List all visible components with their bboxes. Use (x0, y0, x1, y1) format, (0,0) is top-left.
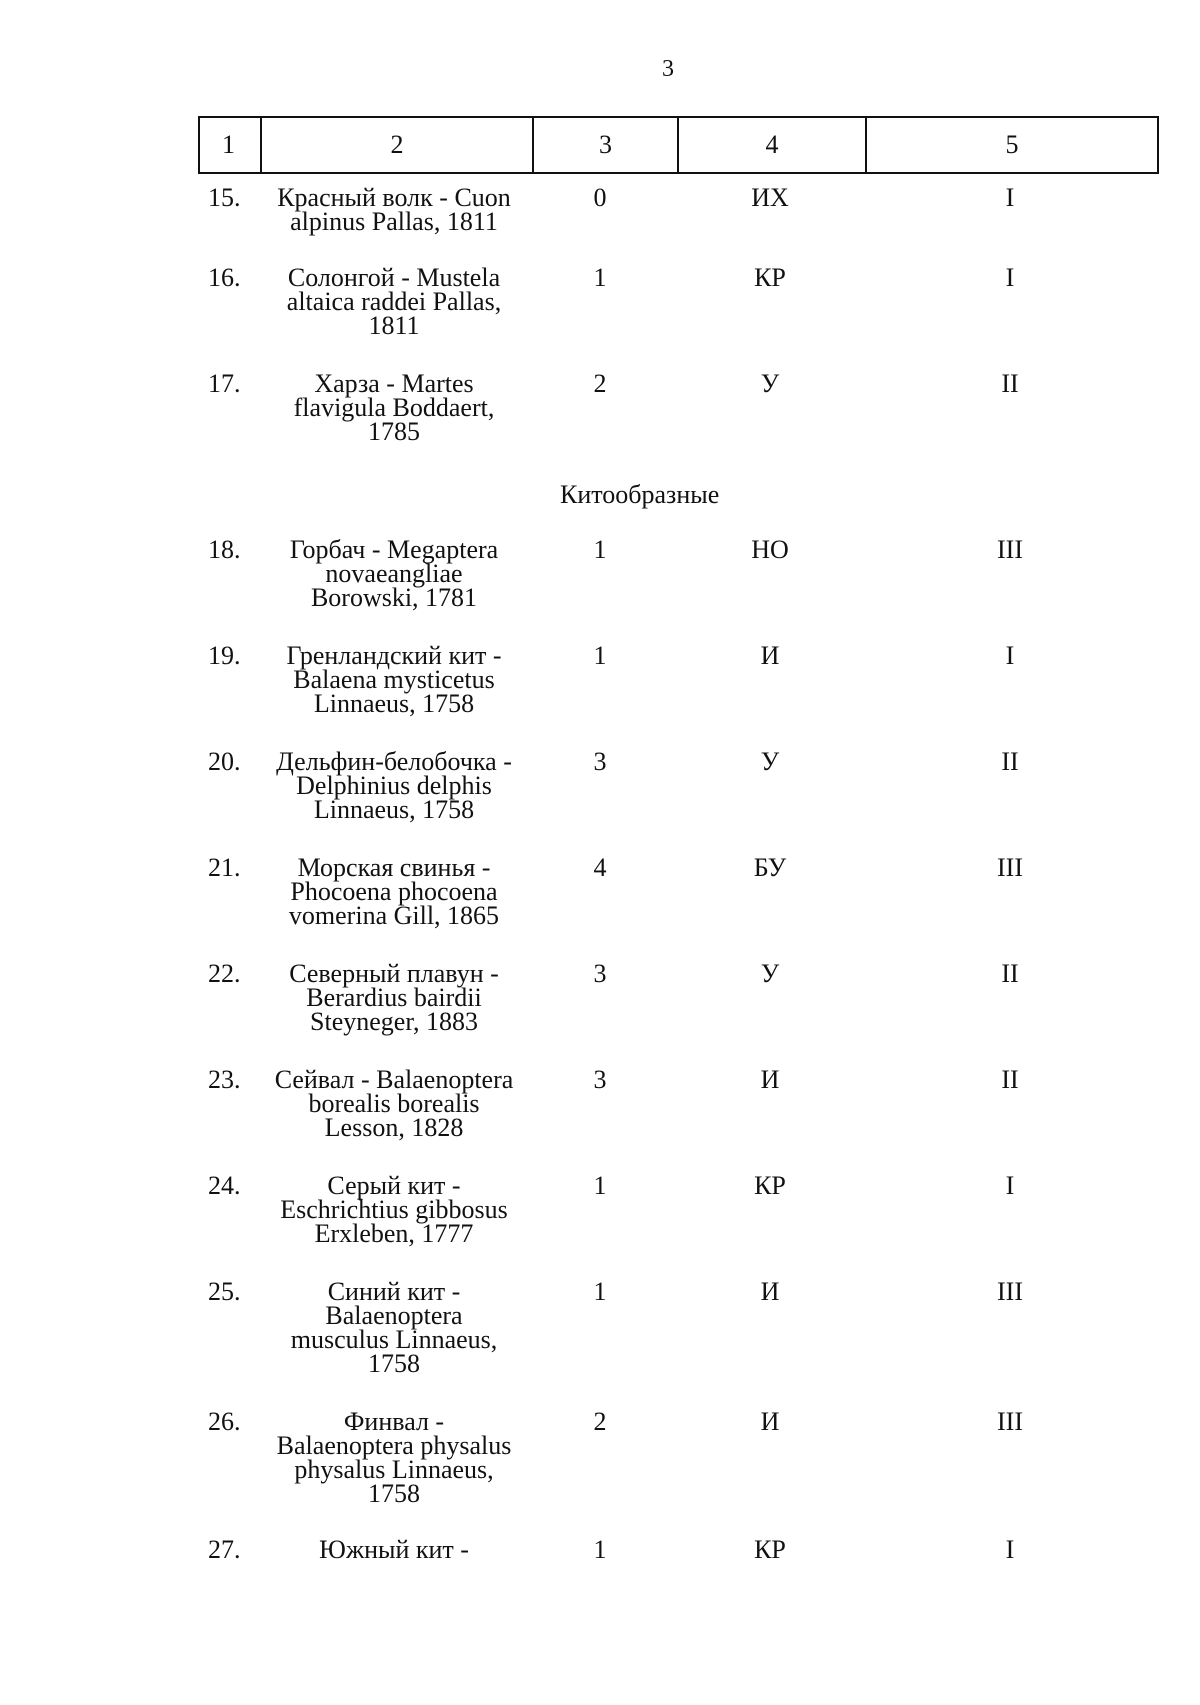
status-value: И (760, 1277, 780, 1306)
section-heading: Китообразные (560, 480, 720, 509)
species-name-line: 1811 (368, 311, 420, 340)
category-value: 1 (593, 1171, 607, 1200)
species-name-line: alpinus Pallas, 1811 (290, 207, 498, 236)
species-name-line: Eschrichtius gibbosus (280, 1195, 508, 1224)
column-header-5: 5 (866, 117, 1158, 173)
category-value: 1 (593, 535, 607, 564)
species-name-line: altaica raddei Pallas, (286, 287, 502, 316)
species-name-line: 1785 (368, 417, 420, 446)
species-name-line: Дельфин-белобочка - (276, 747, 512, 776)
row-number: 24. (208, 1171, 241, 1200)
priority-value: I (1005, 641, 1015, 670)
row-number: 25. (208, 1277, 241, 1306)
column-header-1: 1 (199, 117, 261, 173)
row-number: 23. (208, 1065, 241, 1094)
species-name-line: Гренландский кит - (286, 641, 502, 670)
priority-value: III (997, 853, 1023, 882)
species-name-line: novaeangliae (325, 559, 463, 588)
priority-value: III (997, 535, 1023, 564)
species-name-line: Южный кит - (319, 1535, 469, 1564)
category-value: 2 (593, 369, 607, 398)
species-name (255, 641, 533, 718)
species-name-line: Phocoena phocoena (290, 877, 498, 906)
status-value: КР (754, 1535, 786, 1564)
species-name-line: musculus Linnaeus, (290, 1325, 498, 1354)
priority-value: III (997, 1407, 1023, 1436)
row-number: 19. (208, 641, 241, 670)
status-value: У (760, 747, 780, 776)
species-name-line: Финвал - (343, 1407, 445, 1436)
priority-value: II (1001, 747, 1019, 776)
species-name-line: Berardius bairdii (306, 983, 482, 1012)
species-name (255, 263, 533, 340)
species-name-line: vomerina Gill, 1865 (288, 901, 500, 930)
column-header-3: 3 (533, 117, 678, 173)
species-name-line: Солонгой - Mustela (287, 263, 501, 292)
column-header-2: 2 (261, 117, 533, 173)
row-number: 20. (208, 747, 241, 776)
row-number: 18. (208, 535, 241, 564)
species-name-line: Красный волк - Cuon (277, 183, 511, 212)
species-name-line: Горбач - Megaptera (289, 535, 499, 564)
category-value: 3 (593, 1065, 607, 1094)
category-value: 1 (593, 1535, 607, 1564)
species-name (255, 1171, 533, 1248)
row-number: 26. (208, 1407, 241, 1436)
species-name-line: Balaena mysticetus (293, 665, 495, 694)
row-number: 21. (208, 853, 241, 882)
species-name (255, 535, 533, 612)
priority-value: II (1001, 959, 1019, 988)
species-name-line: Сейвал - Balaenoptera (274, 1065, 514, 1094)
status-value: У (760, 369, 780, 398)
species-name (255, 1277, 533, 1378)
species-name (255, 1065, 533, 1142)
status-value: У (760, 959, 780, 988)
status-value: НО (751, 535, 789, 564)
page-number-text: 3 (662, 56, 674, 82)
column-header-4: 4 (678, 117, 866, 173)
species-name-line: Linnaeus, 1758 (313, 795, 475, 824)
species-name-line: Серый кит - (327, 1171, 461, 1200)
species-name-line: borealis borealis (308, 1089, 480, 1118)
species-name (255, 369, 533, 446)
species-name-line: flavigula Boddaert, (293, 393, 495, 422)
category-value: 1 (593, 641, 607, 670)
species-name-line: Linnaeus, 1758 (313, 689, 475, 718)
category-value: 1 (593, 1277, 607, 1306)
status-value: КР (754, 1171, 786, 1200)
row-number: 16. (208, 263, 241, 292)
priority-value: II (1001, 369, 1019, 398)
species-name-line: 1758 (368, 1479, 420, 1508)
status-value: И (760, 1407, 780, 1436)
species-name-line: Северный плавун - (289, 959, 499, 988)
species-name-line: Balaenoptera physalus (276, 1431, 512, 1460)
category-value: 3 (593, 747, 607, 776)
species-name (255, 853, 533, 930)
row-number: 22. (208, 959, 241, 988)
category-value: 1 (593, 263, 607, 292)
status-value: ИХ (751, 183, 789, 212)
species-name (255, 747, 533, 824)
category-value: 2 (593, 1407, 607, 1436)
status-value: И (760, 1065, 780, 1094)
priority-value: I (1005, 183, 1015, 212)
status-value: КР (754, 263, 786, 292)
row-number: 15. (208, 183, 241, 212)
column-header-table (198, 116, 1159, 174)
row-number: 17. (208, 369, 241, 398)
species-name (255, 183, 533, 236)
species-name (255, 959, 533, 1036)
column-header-row (199, 117, 1158, 173)
priority-value: III (997, 1277, 1023, 1306)
status-value: И (760, 641, 780, 670)
species-name-line: Erxleben, 1777 (314, 1219, 474, 1248)
species-name-line: physalus Linnaeus, (294, 1455, 494, 1484)
priority-value: I (1005, 263, 1015, 292)
priority-value: II (1001, 1065, 1019, 1094)
category-value: 0 (593, 183, 607, 212)
category-value: 4 (593, 853, 607, 882)
category-value: 3 (593, 959, 607, 988)
species-name-line: Синий кит - (327, 1277, 461, 1306)
species-name-line: Delphinius delphis (296, 771, 492, 800)
priority-value: I (1005, 1535, 1015, 1564)
species-name-line: 1758 (368, 1349, 420, 1378)
priority-value: I (1005, 1171, 1015, 1200)
species-name-line: Харза - Martes (314, 369, 474, 398)
species-name-line: Borowski, 1781 (310, 583, 478, 612)
species-name-line: Steyneger, 1883 (310, 1007, 478, 1036)
species-name (255, 1407, 533, 1508)
row-number: 27. (208, 1535, 241, 1564)
species-name-line: Balaenoptera (325, 1301, 463, 1330)
species-name-line: Морская свинья - (297, 853, 491, 882)
species-name (255, 1535, 533, 1564)
status-value: БУ (753, 853, 787, 882)
species-name-line: Lesson, 1828 (324, 1113, 464, 1142)
